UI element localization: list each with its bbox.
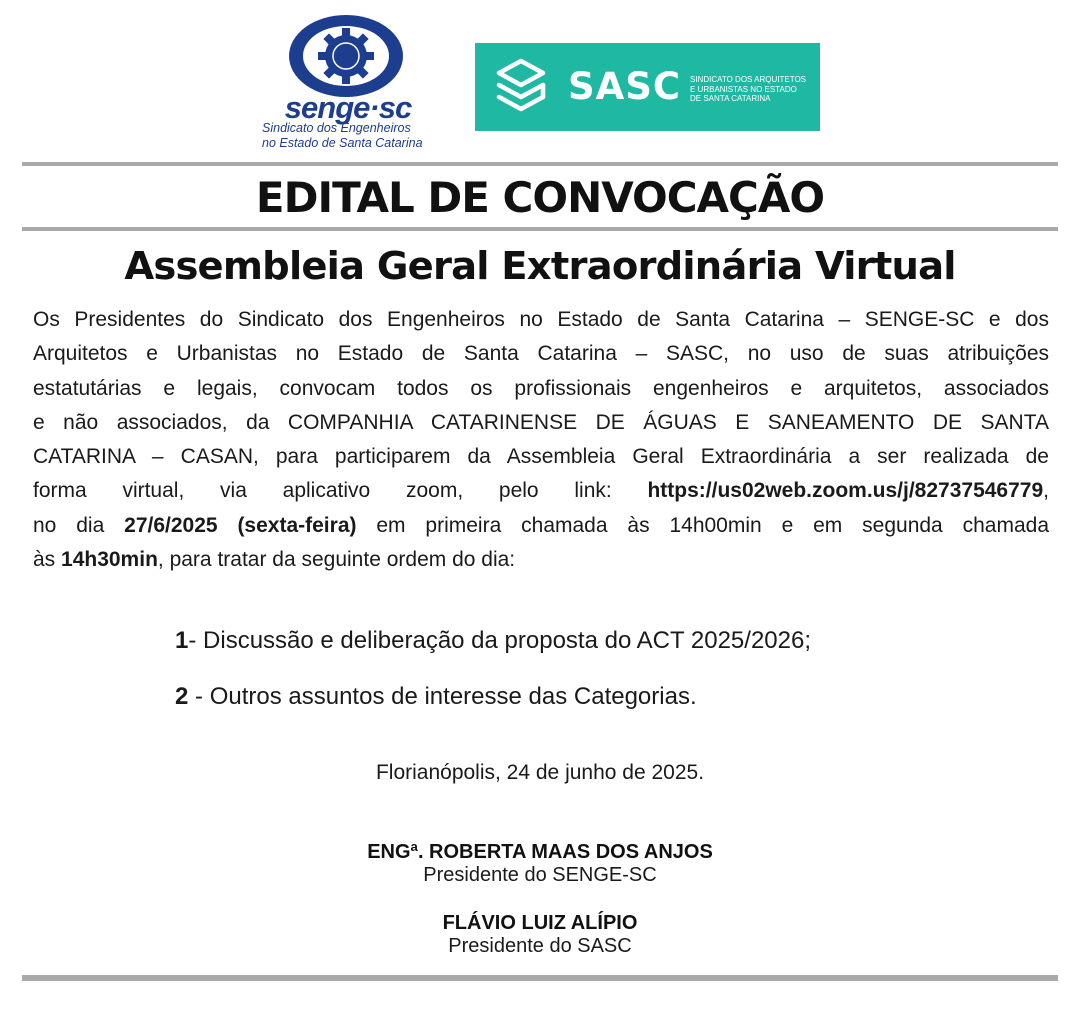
body-line: Os Presidentes do Sindicato dos Engenheiros no Estado de Santa Catarina – SENGE-SC e dos: [33, 308, 1049, 331]
sasc-name: SASC: [568, 65, 682, 108]
agenda-separator: -: [188, 683, 210, 710]
agenda-number: 1: [175, 627, 189, 654]
senge-wordmark: senge·sc: [284, 90, 412, 125]
agenda-text: Outros assuntos de interesse das Categorias.: [209, 683, 697, 710]
agenda-separator: -: [188, 627, 204, 654]
senge-caption-line: no Estado de Santa Catarina: [262, 136, 423, 150]
signature-sasc: [0, 911, 1080, 957]
senge-caption-line: Sindicato dos Engenheiros: [262, 121, 411, 135]
body-text: , para tratar da seguinte ordem do dia:: [157, 548, 516, 572]
sasc-stacked-layers-icon: [489, 55, 553, 119]
agenda-text: Discussão e deliberação da proposta do ACT 2025/2026;: [203, 627, 811, 654]
divider-title: [22, 227, 1058, 231]
agenda-item-1: [175, 626, 811, 656]
body-text: em primeira chamada às 14h00min e em segunda chamada: [356, 513, 1050, 537]
senge-sc-logo: [258, 12, 438, 152]
sasc-tagline-line: SINDICATO DOS ARQUITETOS: [690, 75, 807, 84]
body-line: estatutárias e legais, convocam todos os profissionais engenheiros e arquitetos, associados: [33, 376, 1049, 400]
page-subtitle: Assembleia Geral Extraordinária Virtual: [124, 244, 956, 289]
body-line-time: [33, 543, 1049, 577]
senge-caption: [262, 121, 438, 151]
meeting-time: 14h30min: [61, 548, 158, 572]
body-line-date: [33, 509, 1049, 543]
body-line: e não associados, da COMPANHIA CATARINENSE DE ÁGUAS E SANEAMENTO DE SANTA: [33, 410, 1049, 434]
zoom-link[interactable]: https://us02web.zoom.us/j/82737546779: [647, 479, 1044, 503]
signature-name: FLÁVIO LUIZ ALÍPIO: [442, 912, 638, 934]
signature-role: Presidente do SENGE-SC: [423, 864, 657, 886]
sasc-tagline-line: E URBANISTAS NO ESTADO: [690, 84, 797, 94]
body-text: forma virtual, via aplicativo zoom, pelo link:: [33, 479, 648, 503]
sasc-tagline: [690, 75, 820, 104]
senge-gear-emblem-icon: [288, 14, 404, 98]
divider-top: [22, 162, 1058, 166]
page-title: EDITAL DE CONVOCAÇÃO: [255, 173, 825, 222]
signature-name: ENGª. ROBERTA MAAS DOS ANJOS: [367, 841, 713, 863]
body-text: no dia: [33, 513, 125, 537]
sasc-logo: [475, 43, 820, 131]
body-text: ,: [1043, 479, 1049, 503]
body-line: CATARINA – CASAN, para participarem da Assembleia Geral Extraordinária a ser realizada de: [33, 445, 1049, 469]
agenda-item-2: [175, 682, 697, 712]
body-line: Arquitetos e Urbanistas no Estado de Santa Catarina – SASC, no uso de suas atribuições: [33, 342, 1049, 366]
body-line-link: [33, 474, 1049, 508]
divider-bottom: [22, 975, 1058, 981]
sasc-tagline-line: DE SANTA CATARINA: [690, 94, 771, 103]
body-text: às: [33, 548, 62, 572]
signature-senge: [0, 840, 1080, 886]
agenda-number: 2: [175, 683, 189, 710]
notice-body: [33, 303, 1049, 577]
meeting-date: 27/6/2025 (sexta-feira): [124, 513, 357, 537]
signature-role: Presidente do SASC: [448, 935, 632, 957]
place-date: Florianópolis, 24 de junho de 2025.: [375, 761, 705, 784]
